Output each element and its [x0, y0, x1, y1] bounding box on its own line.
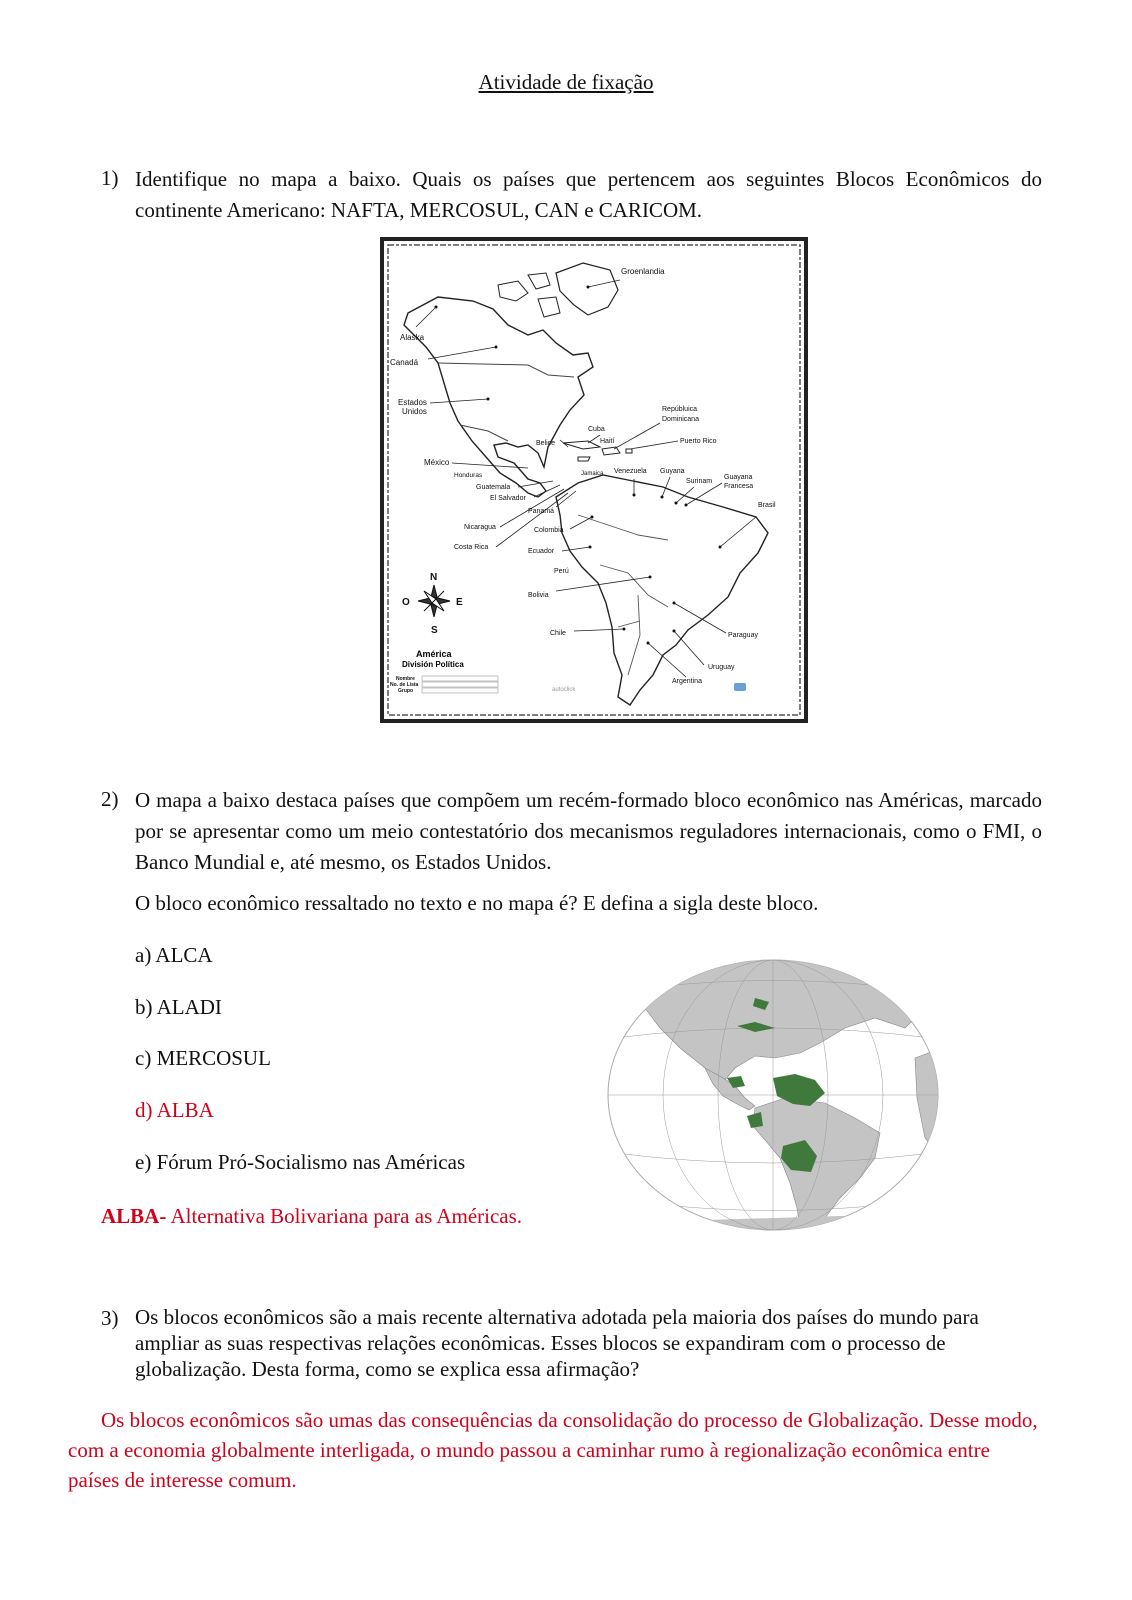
question-3-text: Os blocos econômicos são a mais recente alternativa adotada pela maioria dos países do mundo para ampliar as suas respectivas relações econômicas. Esses blocos se expandiram com o processo de globalização. Desta forma, como se explica essa afirmação?: [135, 1305, 979, 1381]
compass-e: E: [456, 597, 463, 608]
puerto-rico-shape: [626, 449, 632, 453]
label-mexico: México: [424, 458, 450, 467]
label-haiti: Haití: [600, 438, 615, 445]
label-canada: Canadá: [390, 358, 419, 367]
label-cuba: Cuba: [588, 426, 605, 433]
option-d-answer: d) ALBA: [135, 1098, 214, 1122]
answer-2-text: Alternativa Bolivariana para as Américas.: [170, 1204, 523, 1228]
label-guayana-fr-1: Guayana: [724, 474, 753, 481]
answer-3-text: Os blocos econômicos são umas das consequências da consolidação do processo de Globalização. Desse modo, com a economia globalmente interligada, o mundo passou a caminhar rumo à regionalização econômica entre países de interesse comum.: [68, 1408, 1038, 1492]
question-3-number: 3): [101, 1306, 119, 1330]
america-political-map: [378, 235, 810, 725]
label-jamaica: Jamaica: [581, 471, 604, 477]
map-subtitle: División Política: [402, 660, 464, 669]
label-honduras: Honduras: [454, 472, 483, 479]
label-venezuela: Venezuela: [614, 468, 647, 475]
map-watermark: autoclick: [552, 687, 576, 693]
label-alaska: Alaska: [400, 333, 425, 342]
alba-globe-map: [605, 958, 942, 1233]
label-ecuador: Ecuador: [528, 548, 555, 555]
question-2-text: O mapa a baixo destaca países que compõem um recém-formado bloco econômico nas Américas, marcado por se apresentar como um meio contestatório dos mecanismos reguladores internacionais, como o FMI, o Banco Mundial e, até mesmo, os Estados Unidos.: [135, 788, 1042, 874]
label-peru: Perú: [554, 568, 569, 575]
compass-s: S: [431, 625, 438, 636]
label-el-salvador: El Salvador: [490, 495, 526, 502]
option-e: e) Fórum Pró-Socialismo nas Américas: [135, 1150, 466, 1174]
field-lista: No. de Lista: [390, 682, 419, 688]
hispaniola-shape: [602, 447, 620, 455]
label-bolivia: Bolivia: [528, 592, 549, 599]
label-paraguay: Paraguay: [728, 632, 758, 639]
label-brasil: Brasil: [758, 502, 776, 509]
question-1-text: Identifique no mapa a baixo. Quais os países que pertencem aos seguintes Blocos Econômicos do continente Americano: NAFTA, MERCOSUL, CAN e CARICOM.: [135, 167, 1042, 222]
label-uruguay: Uruguay: [708, 664, 735, 671]
label-estados-unidos-2: Unidos: [402, 407, 427, 416]
label-nicaragua: Nicaragua: [464, 524, 496, 531]
label-groenlandia: Groenlandia: [621, 267, 665, 276]
label-guyana: Guyana: [660, 468, 685, 475]
label-panama: Panamá: [528, 508, 555, 515]
option-c: c) MERCOSUL: [135, 1046, 271, 1070]
label-chile: Chile: [550, 630, 566, 637]
label-puerto-rico: Puerto Rico: [680, 438, 717, 445]
compass-n: N: [430, 572, 438, 583]
field-grupo: Grupo: [398, 688, 413, 694]
label-rep-dom-1: Repúbluica: [662, 406, 698, 413]
page-title: Atividade de fixação: [478, 70, 654, 94]
label-argentina: Argentina: [672, 678, 702, 685]
label-estados-unidos-1: Estados: [398, 398, 427, 407]
label-colombia: Colombia: [534, 527, 564, 534]
label-costa-rica: Costa Rica: [454, 544, 489, 551]
label-guayana-fr-2: Francesa: [724, 483, 754, 490]
label-surinam: Surinam: [686, 478, 713, 485]
field-nombre: Nombre: [396, 676, 415, 682]
jamaica-shape: [578, 457, 590, 461]
question-2-number: 2): [101, 787, 119, 811]
question-2-prompt: O bloco econômico ressaltado no texto e no mapa é? E defina a sigla deste bloco.: [135, 891, 819, 915]
answer-2-line: [101, 1204, 522, 1229]
answer-2-label: ALBA-: [101, 1204, 167, 1228]
question-1-number: 1): [101, 166, 119, 190]
label-rep-dom-2: Dominicana: [662, 416, 699, 423]
label-belice: Belice: [536, 440, 556, 447]
option-b: b) ALADI: [135, 995, 222, 1019]
publisher-logo-icon: [734, 683, 746, 691]
map-title: América: [416, 649, 452, 659]
compass-o: O: [402, 597, 410, 608]
option-a: a) ALCA: [135, 943, 213, 967]
label-guatemala: Guatemala: [476, 484, 511, 491]
